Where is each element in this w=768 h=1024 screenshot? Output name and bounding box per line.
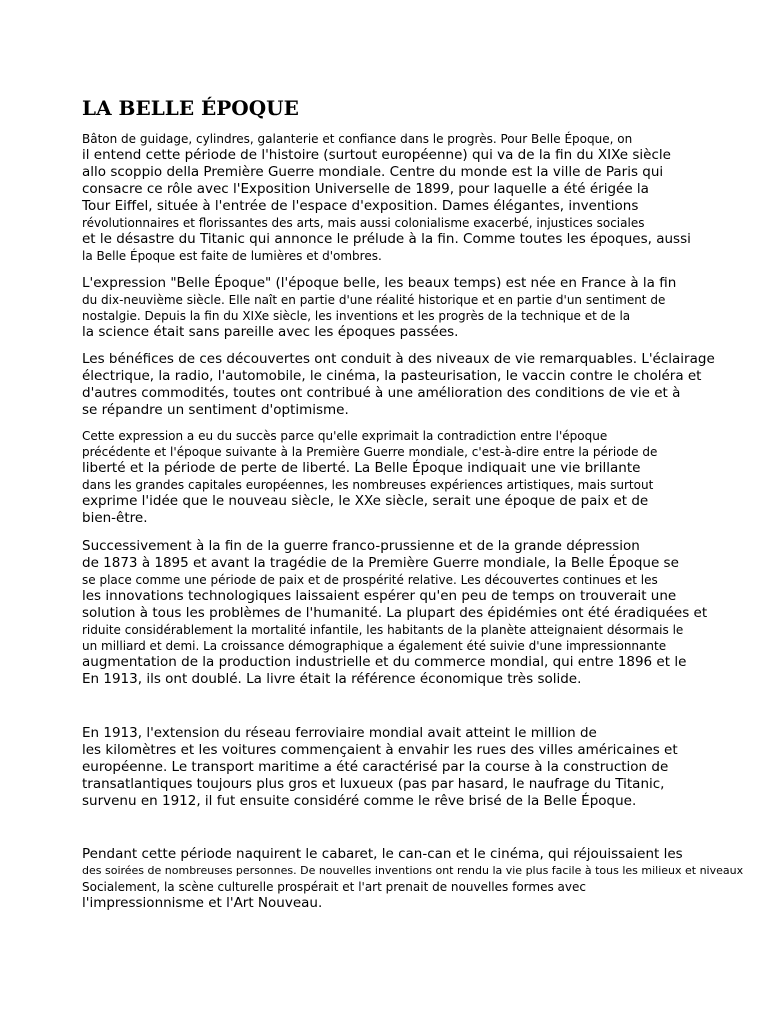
text-line: nostalgie. Depuis la fin du XIXe siècle, les inventions et les progrès de la technique et de la xyxy=(82,309,631,323)
text-line: des soirées de nombreuses personnes. De nouvelles inventions ont rendu la vie plus facile à tous les milieux et niveaux xyxy=(82,864,744,877)
text-line: Successivement à la fin de la guerre franco-prussienne et de la grande dépression xyxy=(82,538,640,554)
text-line: liberté et la période de perte de liberté. La Belle Époque indiquait une vie brillante xyxy=(82,460,641,476)
text-line: survenu en 1912, il fut ensuite considéré comme le rêve brisé de la Belle Époque. xyxy=(82,793,637,809)
text-line: consacre ce rôle avec l'Exposition Universelle de 1899, pour laquelle a été érigée la xyxy=(82,181,649,197)
text-line: l'impressionnisme et l'Art Nouveau. xyxy=(82,895,323,911)
text-line: se place comme une période de paix et de prospérité relative. Les découvertes continues et les xyxy=(82,573,658,587)
text-line: se répandre un sentiment d'optimisme. xyxy=(82,402,349,418)
paragraph-benefits xyxy=(82,351,715,419)
text-line: Tour Eiffel, située à l'entrée de l'espace d'exposition. Dames élégantes, inventions xyxy=(82,198,639,214)
paragraph-railway xyxy=(82,725,678,810)
text-line: Les bénéfices de ces découvertes ont conduit à des niveaux de vie remarquables. L'éclairage xyxy=(82,351,715,367)
paragraph-intro xyxy=(82,131,691,264)
text-line: exprime l'idée que le nouveau siècle, le XXe siècle, serait une époque de paix et de xyxy=(82,493,649,509)
text-line: riduite considérablement la mortalité infantile, les habitants de la planète atteignaient désormais le xyxy=(82,623,684,637)
page-title: LA BELLE ÉPOQUE xyxy=(82,96,299,120)
text-line: électrique, la radio, l'automobile, le cinéma, la pasteurisation, le vaccin contre le choléra et xyxy=(82,368,702,384)
text-line: bien-être. xyxy=(82,510,148,526)
text-line: européenne. Le transport maritime a été caractérisé par la course à la construction de xyxy=(82,759,669,775)
text-line: transatlantiques toujours plus gros et luxueux (pas par hasard, le naufrage du Titanic, xyxy=(82,776,665,792)
paragraph-culture xyxy=(82,846,743,912)
paragraph-expression xyxy=(82,275,676,341)
text-line: les kilomètres et les voitures commençaient à envahir les rues des villes américaines et xyxy=(82,742,678,758)
text-line: Pendant cette période naquirent le cabaret, le can-can et le cinéma, qui réjouissaient les xyxy=(82,846,683,862)
text-line: En 1913, ils ont doublé. La livre était la référence économique très solide. xyxy=(82,671,582,687)
text-line: un milliard et demi. La croissance démographique a également été suivie d'une impressionnante xyxy=(82,639,667,653)
text-line: augmentation de la production industrielle et du commerce mondial, qui entre 1896 et le xyxy=(82,654,687,670)
text-line: solution à tous les problèmes de l'humanité. La plupart des épidémies ont été éradiquées et xyxy=(82,605,708,621)
text-line: allo scoppio della Première Guerre mondiale. Centre du monde est la ville de Paris qui xyxy=(82,164,664,180)
text-line: la Belle Époque est faite de lumières et d'ombres. xyxy=(82,249,382,263)
text-line: les innovations technologiques laissaient espérer qu'en peu de temps on trouverait une xyxy=(82,588,677,604)
text-line: il entend cette période de l'histoire (surtout européenne) qui va de la fin du XIXe siècle xyxy=(82,147,671,163)
text-line: d'autres commodités, toutes ont contribué à une amélioration des conditions de vie et à xyxy=(82,385,681,401)
text-line: Bâton de guidage, cylindres, galanterie et confiance dans le progrès. Pour Belle Époque, on xyxy=(82,132,633,146)
text-line: révolutionnaires et florissantes des arts, mais aussi colonialisme exacerbé, injustices sociales xyxy=(82,216,645,230)
text-line: de 1873 à 1895 et avant la tragédie de la Première Guerre mondiale, la Belle Époque se xyxy=(82,555,679,571)
text-line: Socialement, la scène culturelle prospérait et l'art prenait de nouvelles formes avec xyxy=(82,880,586,894)
text-line: la science était sans pareille avec les époques passées. xyxy=(82,324,459,340)
paragraph-success xyxy=(82,428,657,527)
paragraph-peace xyxy=(82,538,707,688)
text-line: En 1913, l'extension du réseau ferroviaire mondial avait atteint le million de xyxy=(82,725,597,741)
text-line: précédente et l'époque suivante à la Première Guerre mondiale, c'est-à-dire entre la période de xyxy=(82,445,658,459)
text-line: Cette expression a eu du succès parce qu'elle exprimait la contradiction entre l'époque xyxy=(82,429,608,443)
text-line: et le désastre du Titanic qui annonce le prélude à la fin. Comme toutes les époques, aussi xyxy=(82,231,691,247)
text-line: du dix-neuvième siècle. Elle naît en partie d'une réalité historique et en partie d'un sentiment de xyxy=(82,293,666,307)
text-line: L'expression "Belle Époque" (l'époque belle, les beaux temps) est née en France à la fin xyxy=(82,275,677,291)
text-line: dans les grandes capitales européennes, les nombreuses expériences artistiques, mais surtout xyxy=(82,478,654,492)
